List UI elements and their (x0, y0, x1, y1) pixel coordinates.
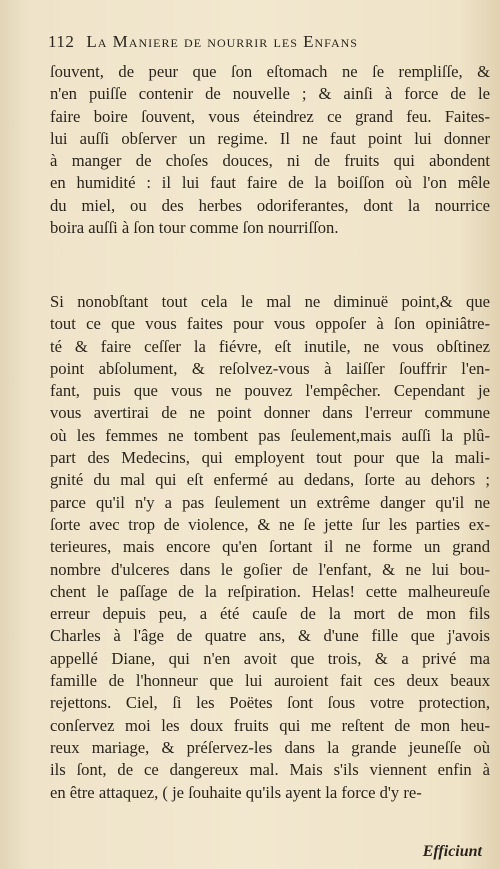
text-line: fant, puis que vous ne pouvez l'empêcher. Cependant je (50, 381, 490, 401)
text-line: ſorte avec trop de violence, & ne ſe jette ſur les parties ex- (50, 514, 490, 534)
paragraph-1 (50, 61, 490, 239)
paragraph-2 (50, 291, 490, 804)
text-line: ſouvent, de peur que ſon eſtomach ne ſe rempliſſe, & (50, 62, 490, 81)
text-line: point abſolument, & reſolvez-vous à laiſſer ſouffrir l'en- (50, 358, 490, 378)
text-line: famille de l'honneur que lui auroient fait ces deux beaux (50, 671, 490, 691)
text-line: Si nonobſtant tout cela le mal ne diminuë point,& que (50, 292, 490, 311)
text-line: terieures, mais encore qu'en ſortant il ne forme un grand (50, 537, 490, 557)
text-line: du miel, ou des herbes odoriferantes, dont la nourrice (50, 195, 490, 215)
text-line: parce qu'il n'y a pas ſeulement un extrême danger qu'il ne (50, 492, 490, 512)
text-line: gnité du mal qui eſt enfermé au dedans, ſorte au dehors ; (50, 470, 490, 490)
running-title: La Maniere de nourrir les Enfans (86, 32, 358, 51)
page-number: 112 (48, 32, 75, 51)
text-line: Charles à l'âge de quatre ans, & d'une fille que j'avois (50, 626, 490, 646)
text-line: rejettons. Ciel, ſi les Poëtes ſont ſous votre protection, (50, 693, 490, 713)
text-line: tout ce que vous faites pour vous oppoſer à ſon opiniâtre- (50, 314, 490, 334)
text-line: lui auſſi obſerver un regime. Il ne faut point lui donner (50, 128, 490, 148)
text-line: nombre d'ulceres dans le goſier de l'enfant, & ne lui bou- (50, 559, 490, 579)
text-line: appellé Diane, qui n'en avoit que trois, & a privé ma (50, 648, 490, 668)
page-header (48, 32, 488, 52)
text-line: vous avertirai de ne point donner dans l'erreur commune (50, 403, 490, 423)
text-line: n'en puiſſe contenir de nouvelle ; & ainſi à force de le (50, 84, 490, 104)
text-line: conſervez moi les doux fruits qui me reſtent de mon heu- (50, 715, 490, 735)
text-line: reux mariage, & préſervez-les dans la grande jeuneſſe où (50, 737, 490, 757)
text-line: té & faire ceſſer la fiévre, eſt inutile, ne vous obſtinez (50, 336, 490, 356)
catchword: Efficiunt (422, 843, 482, 860)
text-line: erreur depuis peu, a été cauſe de la mort de mon fils (50, 604, 490, 624)
text-line: chent le paſſage de la reſpiration. Helas! cette malheureuſe (50, 581, 490, 601)
text-line: en humidité : il lui faut faire de la boiſſon où l'on mêle (50, 173, 490, 193)
text-line: part des Medecins, qui employent tout pour que la mali- (50, 448, 490, 468)
text-line: ils ſont, de ce dangereux mal. Mais s'ils viennent enfin à (50, 760, 490, 780)
text-line: où les femmes ne tombent pas ſeulement,mais auſſi la plû- (50, 425, 490, 445)
text-line: faire boire ſouvent, vous éteindrez ce grand feu. Faites- (50, 106, 490, 126)
text-line: à manger de choſes douces, ni de fruits qui abondent (50, 151, 490, 171)
text-line: en être attaquez, ( je ſouhaite qu'ils ayent la force d'y re- (50, 782, 422, 802)
text-line: boira auſſi à ſon tour comme ſon nourriſſon. (50, 218, 339, 238)
